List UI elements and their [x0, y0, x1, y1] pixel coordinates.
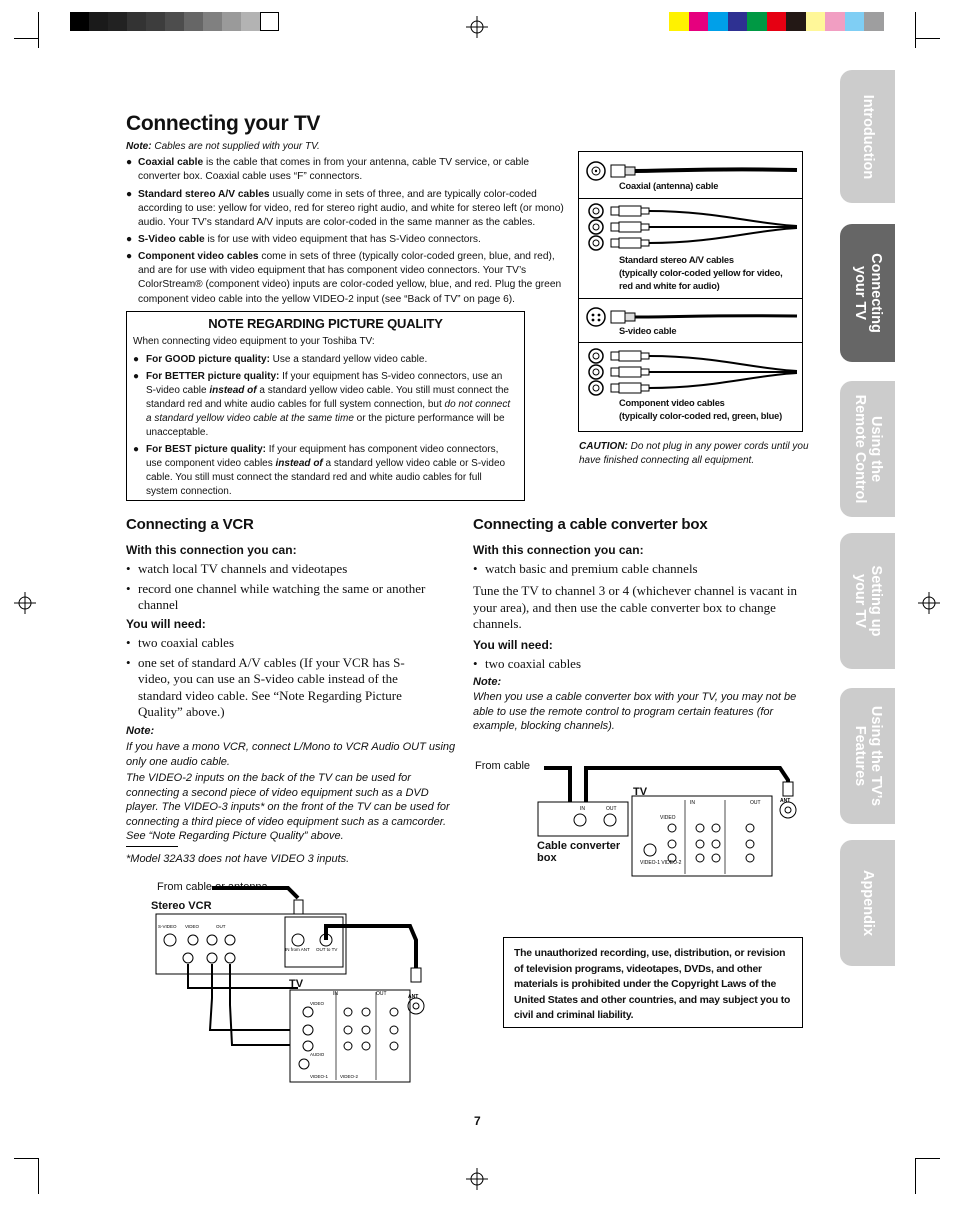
from-cable-label: From cable	[475, 760, 531, 772]
pq-better: ● For BETTER picture quality: If your equipment has S-video connectors, use an S-video cable instead of a standard yellow video cable. You still must connect the standard red and white audio cables for full system connection, but do not connect a standard yellow video cable at the same time or the picture performance will be unacceptable.	[133, 371, 511, 438]
cable-types-illustration	[578, 151, 803, 432]
caution-note: CAUTION: Do not plug in any power cords until you have finished connecting all equipment.	[579, 441, 809, 466]
svg-text:OUT: OUT	[216, 924, 226, 929]
from-cable-or-antenna-label: From cable or antenna	[157, 881, 268, 893]
color-swatch	[260, 12, 279, 31]
tab-using-tv-features[interactable]	[840, 688, 895, 824]
svg-text:OUT to TV: OUT to TV	[316, 947, 338, 952]
color-swatch	[146, 12, 165, 31]
color-swatch	[89, 12, 108, 31]
list-item: • one set of standard A/V cables (If your VCR has S-video, you can use an S-video cable instead of the standard video cable. See “Note Regarding Picture Quality” above.)	[126, 655, 436, 721]
svg-text:IN: IN	[580, 806, 585, 812]
tab-label: Connecting your TV	[851, 253, 884, 333]
vcr-note-2: The VIDEO-2 inputs on the back of the TV can be used for connecting a second piece of video equipment such as a DVD player. The VIDEO-3 inputs* on the front of the TV can be used for connecting a third piece of video equipment such as a camcorder. See “Note Regarding Picture Quality” above.	[126, 772, 450, 842]
color-swatch	[127, 12, 146, 31]
color-swatch	[70, 12, 89, 31]
stereo-vcr-label: Stereo VCR	[151, 900, 212, 912]
color-swatch	[669, 12, 689, 31]
tv-label: TV	[289, 978, 304, 990]
component-video-cables-icon	[585, 347, 800, 399]
color-swatch	[184, 12, 203, 31]
svg-text:OUT: OUT	[376, 991, 387, 997]
coaxial-cable-label: Coaxial (antenna) cable	[619, 181, 719, 191]
component-cable-label: Component video cables (typically color-coded red, green, blue)	[619, 398, 782, 421]
list-item: • two coaxial cables	[473, 656, 803, 673]
tab-connecting-your-tv[interactable]	[840, 224, 895, 362]
color-swatch	[806, 12, 826, 31]
svg-text:IN from ANT: IN from ANT	[285, 947, 310, 952]
list-item: • watch local TV channels and videotapes	[126, 561, 426, 578]
vcr-can-list	[126, 561, 426, 614]
svg-text:OUT: OUT	[750, 800, 761, 806]
copyright-warning-box	[503, 937, 803, 1028]
color-swatch	[222, 12, 241, 31]
bullet-coaxial: ● Coaxial cable is the cable that comes in from your antenna, cable TV service, or cable converter box. Coaxial cable uses “F” connectors.	[126, 157, 530, 183]
registration-mark-icon	[14, 592, 36, 614]
svg-text:S-VIDEO: S-VIDEO	[158, 924, 177, 929]
tab-label: Using the Remote Control	[851, 394, 884, 504]
cable-box-paragraph: Tune the TV to channel 3 or 4 (whichever channel is vacant in your area), and then use the cable converter box to change channels.	[473, 583, 797, 631]
vcr-note-1: If you have a mono VCR, connect L/Mono to VCR Audio OUT using only one audio cable.	[126, 741, 456, 768]
color-swatch	[845, 12, 865, 31]
tab-appendix[interactable]	[840, 840, 895, 966]
color-swatch	[203, 12, 222, 31]
color-swatch	[689, 12, 709, 31]
list-item: • two coaxial cables	[126, 635, 436, 652]
svg-text:VIDEO-1: VIDEO-1	[310, 1074, 329, 1079]
picture-quality-intro: When connecting video equipment to your Toshiba TV:	[133, 336, 375, 347]
list-item: • record one channel while watching the same or another channel	[126, 581, 426, 614]
color-swatch	[108, 12, 127, 31]
svg-text:VIDEO: VIDEO	[185, 924, 200, 929]
color-swatch	[747, 12, 767, 31]
svg-text:IN: IN	[690, 800, 695, 806]
color-swatch	[165, 12, 184, 31]
cable-box-note-label: Note:	[473, 676, 502, 688]
tab-label: Introduction	[859, 94, 876, 179]
svideo-cable-label: S-video cable	[619, 326, 677, 336]
color-swatch	[767, 12, 787, 31]
cable-box-can-list	[473, 561, 803, 578]
color-swatch	[708, 12, 728, 31]
vcr-heading: Connecting a VCR	[126, 516, 254, 533]
svg-text:ANT: ANT	[780, 798, 791, 804]
pq-good: ● For GOOD picture quality: Use a standard yellow video cable.	[133, 354, 428, 365]
registration-mark-icon	[466, 16, 488, 38]
svg-text:VIDEO-2: VIDEO-2	[340, 1074, 359, 1079]
stereo-cable-label: Standard stereo A/V cables (typically color-coded yellow for video, red and white for audio)	[619, 255, 783, 291]
copyright-warning-text: The unauthorized recording, use, distribution, or revision of television programs, videotapes, DVDs, and other materials is prohibited under the Copyright Laws of the United States and other countries, and may subject you to civil and criminal liability.	[514, 948, 791, 1022]
page-number: 7	[474, 1114, 481, 1128]
cable-box-need-list	[473, 656, 803, 673]
color-swatch	[241, 12, 260, 31]
color-swatch	[864, 12, 884, 31]
tab-using-remote-control[interactable]	[840, 381, 895, 517]
picture-quality-note-box	[126, 311, 525, 501]
cable-box-heading: Connecting a cable converter box	[473, 516, 708, 533]
vcr-need-heading: You will need:	[126, 617, 206, 631]
bullet-stereo-av: ● Standard stereo A/V cables usually come in sets of three, and are typically color-coded according to use: yellow for video, red for stereo right audio, and white for stereo left (or mono) audio. Your TV’s standard A/V inputs are color-coded in the same manner as the cables.	[126, 189, 564, 229]
svg-text:OUT: OUT	[606, 806, 617, 812]
footnote-rule	[126, 846, 178, 847]
tab-introduction[interactable]	[840, 70, 895, 203]
bullet-svideo: ● S-Video cable is for use with video equipment that has S-Video connectors.	[126, 234, 481, 245]
cable-box-need-heading: You will need:	[473, 638, 553, 652]
svg-text:IN: IN	[333, 991, 338, 997]
cable-converter-box-label: Cable converter box	[537, 840, 621, 864]
svg-text:VIDEO: VIDEO	[310, 1001, 325, 1006]
vcr-need-list	[126, 635, 436, 721]
color-swatch	[786, 12, 806, 31]
page-title: Connecting your TV	[126, 112, 321, 135]
registration-mark-icon	[466, 1168, 488, 1190]
tab-setting-up-your-tv[interactable]	[840, 533, 895, 669]
cable-box-can-heading: With this connection you can:	[473, 543, 644, 557]
svg-text:AUDIO: AUDIO	[310, 1052, 325, 1057]
vcr-note-label: Note:	[126, 725, 155, 737]
vcr-can-heading: With this connection you can:	[126, 543, 297, 557]
tv-label: TV	[633, 786, 648, 798]
picture-quality-heading: NOTE REGARDING PICTURE QUALITY	[208, 316, 443, 331]
color-swatch	[825, 12, 845, 31]
svideo-cable-icon	[585, 306, 800, 328]
stereo-av-cables-icon	[585, 202, 800, 254]
tab-label: Using the TV’s Features	[851, 705, 884, 807]
tab-label: Appendix	[859, 869, 876, 937]
registration-mark-icon	[918, 592, 940, 614]
svg-text:ANT: ANT	[408, 994, 419, 1000]
color-swatch	[728, 12, 748, 31]
bullet-component: ● Component video cables come in sets of three (typically color-coded green, blue, and red), and are for use with video equipment that has component video connectors. Your TV’s ColorStream® (component video) inputs are color-coded yellow, blue, and red. Plug the green component video cable into the yellow VIDEO-2 input (see “Back of TV” on page 6).	[126, 251, 562, 305]
cables-note: Note: Cables are not supplied with your TV.	[126, 141, 320, 152]
cable-box-note: When you use a cable converter box with your TV, you may not be able to use the remote control to program certain features (for example, blocking channels).	[473, 691, 797, 732]
svg-text:VIDEO-1 VIDEO-2: VIDEO-1 VIDEO-2	[640, 860, 682, 866]
pq-best: ● For BEST picture quality: If your equipment has component video connectors, use component video cables instead of a standard yellow video cable or S-video cable. You still must connect the standard red and white audio cables for full system connection.	[133, 444, 506, 497]
list-item: • watch basic and premium cable channels	[473, 561, 803, 578]
svg-text:VIDEO: VIDEO	[660, 815, 676, 821]
tab-label: Setting up your TV	[851, 565, 884, 637]
vcr-footnote: *Model 32A33 does not have VIDEO 3 inputs.	[126, 853, 350, 865]
